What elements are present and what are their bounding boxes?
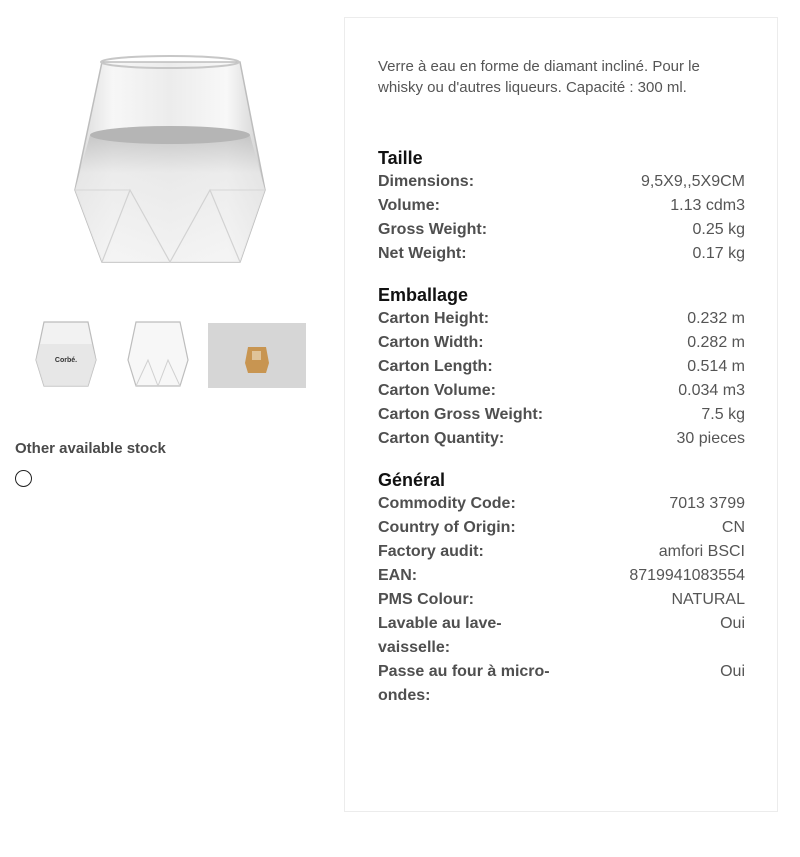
spec-label: Carton Height:	[378, 310, 490, 327]
spec-row	[378, 516, 745, 540]
thumbnail-whisky-glass[interactable]	[208, 323, 306, 388]
spec-label: Net Weight:	[378, 245, 467, 262]
spec-value: NATURAL	[671, 591, 745, 608]
spec-row	[378, 492, 745, 516]
spec-label: Lavable au lave-vaisselle:	[378, 615, 502, 656]
product-description: Verre à eau en forme de diamant incliné. Pour le whisky ou d'autres liqueurs. Capacité : 300 ml.	[378, 58, 700, 96]
spec-label: Factory audit:	[378, 543, 484, 560]
spec-row	[378, 331, 745, 355]
thumbnail-logo-text: Corbé.	[54, 357, 78, 364]
spec-row	[378, 427, 745, 451]
spec-row	[378, 612, 745, 660]
spec-value: 0.034 m3	[678, 382, 745, 399]
spec-value: Oui	[720, 615, 745, 632]
spec-label: Commodity Code:	[378, 495, 516, 512]
spec-label: Carton Volume:	[378, 382, 496, 399]
spec-value: 9,5X9,,5X9CM	[640, 173, 745, 190]
spec-row	[378, 403, 745, 427]
specifications	[378, 146, 745, 725]
product-details-panel	[344, 17, 778, 812]
spec-label: Gross Weight:	[378, 221, 488, 238]
thumbnail-empty-glass[interactable]	[122, 316, 194, 394]
section-general	[378, 468, 745, 708]
spec-label: Country of Origin:	[378, 519, 516, 536]
spec-row	[378, 307, 745, 331]
spec-label: PMS Colour:	[378, 591, 474, 608]
spec-row	[378, 242, 745, 266]
stock-option-radio[interactable]	[15, 470, 32, 487]
spec-row	[378, 540, 745, 564]
section-title-emballage: Emballage	[378, 285, 469, 305]
section-title-taille: Taille	[378, 148, 423, 168]
spec-label: Carton Quantity:	[378, 430, 505, 447]
section-emballage	[378, 283, 745, 451]
spec-value: 0.282 m	[687, 334, 745, 351]
spec-label: EAN:	[378, 567, 418, 584]
thumbnail-gallery	[18, 316, 318, 394]
spec-row	[378, 218, 745, 242]
spec-value: 0.514 m	[687, 358, 745, 375]
spec-label: Dimensions:	[378, 173, 475, 190]
spec-row	[378, 170, 745, 194]
spec-value: 7.5 kg	[701, 406, 745, 423]
spec-row	[378, 660, 745, 708]
spec-label: Volume:	[378, 197, 440, 214]
spec-value: 8719941083554	[629, 567, 745, 584]
spec-value: Oui	[720, 663, 745, 680]
spec-value: 0.17 kg	[692, 245, 745, 262]
other-stock-label: Other available stock	[15, 440, 166, 457]
main-product-image	[40, 40, 300, 280]
spec-row	[378, 355, 745, 379]
spec-label: Passe au four à micro-ondes:	[378, 663, 550, 704]
spec-value: 7013 3799	[669, 495, 745, 512]
spec-label: Carton Width:	[378, 334, 484, 351]
thumbnail-glass-with-logo[interactable]	[30, 316, 102, 394]
section-title-general: Général	[378, 470, 446, 490]
spec-label: Carton Gross Weight:	[378, 406, 544, 423]
spec-label: Carton Length:	[378, 358, 493, 375]
spec-row	[378, 588, 745, 612]
spec-value: CN	[721, 519, 745, 536]
spec-value: amfori BSCI	[658, 543, 745, 560]
section-taille	[378, 146, 745, 266]
spec-row	[378, 379, 745, 403]
spec-value: 0.232 m	[687, 310, 745, 327]
spec-value: 1.13 cdm3	[670, 197, 745, 214]
spec-row	[378, 564, 745, 588]
spec-value: 0.25 kg	[692, 221, 745, 238]
spec-value: 30 pieces	[676, 430, 745, 447]
spec-row	[378, 194, 745, 218]
